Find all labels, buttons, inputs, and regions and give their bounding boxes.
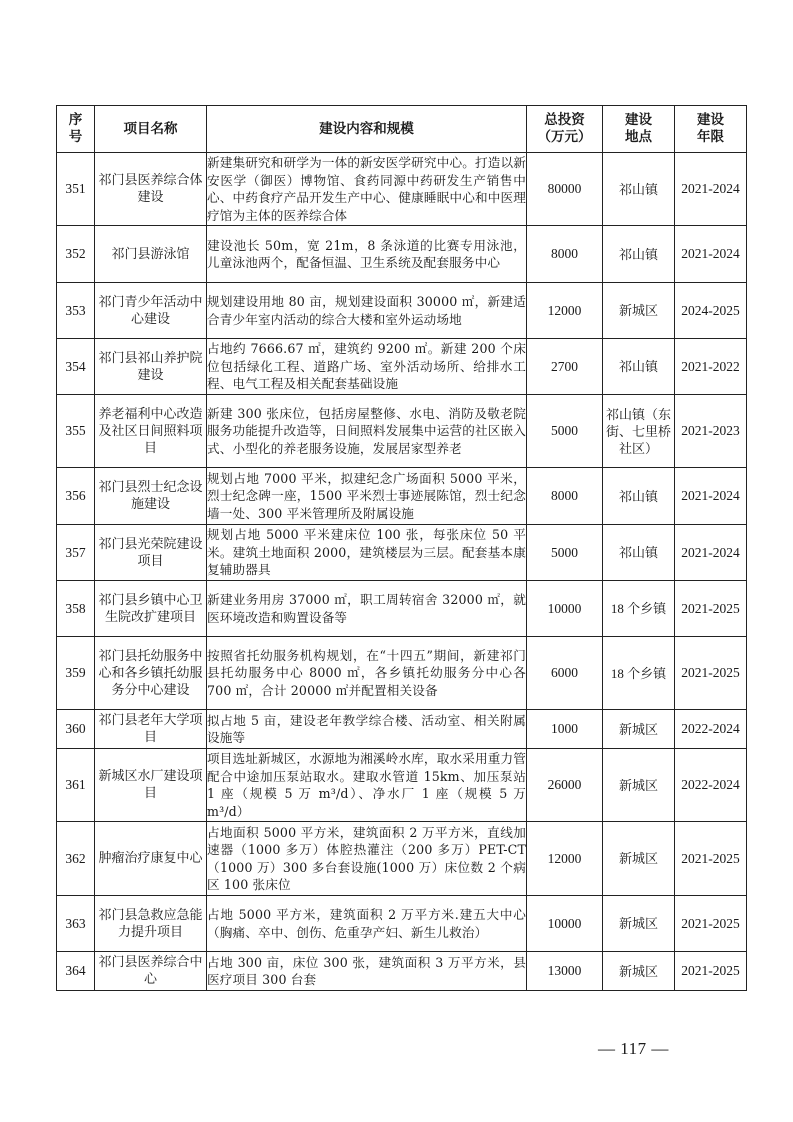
years: 2024-2025 [675,283,747,339]
total-investment: 13000 [527,952,603,991]
table-row [57,468,747,525]
total-investment: 8000 [527,226,603,283]
row-number: 353 [57,283,95,339]
table-row [57,395,747,468]
row-number: 351 [57,153,95,226]
project-description: 占地 300 亩，床位 300 张，建筑面积 3 万平方米，县医疗项目 300 台套 [207,952,527,991]
header-desc: 建设内容和规模 [207,106,527,153]
header-name: 项目名称 [95,106,207,153]
years: 2021-2025 [675,581,747,637]
table-row [57,226,747,283]
project-name: 祁门县烈士纪念设施建设 [95,468,207,525]
row-number: 356 [57,468,95,525]
years: 2021-2024 [675,153,747,226]
header-location: 建设 地点 [603,106,675,153]
project-description: 项目选址新城区，水源地为湘溪岭水库，取水采用重力管配合中途加压泵站取水。建取水管道 15km、加压泵站 1 座（规模 5 万 m³/d）、净水厂 1 座（规模 5 万 m³/d） [207,749,527,822]
table-row [57,283,747,339]
total-investment: 26000 [527,749,603,822]
table-row [57,822,747,896]
table-row [57,896,747,952]
location: 新城区 [603,952,675,991]
location: 祁山镇 [603,468,675,525]
project-description: 拟占地 5 亩，建设老年教学综合楼、活动室、相关附属设施等 [207,710,527,749]
project-description: 占地 5000 平方米，建筑面积 2 万平方米.建五大中心（胸痛、卒中、创伤、危重孕产妇、新生儿救治） [207,896,527,952]
project-description: 按照省托幼服务机构规划，在“十四五”期间，新建祁门县托幼服务中心 8000 ㎡，各乡镇托幼服务分中心各 700 ㎡，合计 20000 ㎡并配置相关设备 [207,637,527,710]
location: 祁山镇（东街、七里桥社区） [603,395,675,468]
row-number: 358 [57,581,95,637]
location: 新城区 [603,896,675,952]
years: 2022-2024 [675,710,747,749]
project-name: 养老福利中心改造及社区日间照料项目 [95,395,207,468]
location: 祁山镇 [603,339,675,395]
location: 祁山镇 [603,153,675,226]
years: 2021-2025 [675,896,747,952]
row-number: 352 [57,226,95,283]
row-number: 363 [57,896,95,952]
location: 新城区 [603,749,675,822]
table-row [57,952,747,991]
table-row [57,153,747,226]
location: 新城区 [603,283,675,339]
row-number: 355 [57,395,95,468]
header-investment: 总投资 （万元） [527,106,603,153]
project-name: 祁门县医养综合中心 [95,952,207,991]
total-investment: 12000 [527,283,603,339]
location: 新城区 [603,710,675,749]
row-number: 361 [57,749,95,822]
row-number: 360 [57,710,95,749]
project-description: 建设池长 50m，宽 21m，8 条泳道的比赛专用泳池，儿童泳池两个，配备恒温、卫生系统及配套服务中心 [207,226,527,283]
table-row [57,525,747,581]
header-row [57,106,747,153]
total-investment: 2700 [527,339,603,395]
total-investment: 80000 [527,153,603,226]
location: 祁山镇 [603,525,675,581]
project-description: 规划占地 7000 平米，拟建纪念广场面积 5000 平米，烈士纪念碑一座，1500 平米烈士事迹展陈馆，烈士纪念墙一处、300 平米管理所及附属设施 [207,468,527,525]
location: 18 个乡镇 [603,637,675,710]
project-description: 占地约 7666.67 ㎡，建筑约 9200 ㎡。新建 200 个床位包括绿化工程、道路广场、室外活动场所、给排水工程、电气工程及相关配套基础设施 [207,339,527,395]
header-years: 建设 年限 [675,106,747,153]
years: 2021-2022 [675,339,747,395]
years: 2021-2025 [675,637,747,710]
total-investment: 1000 [527,710,603,749]
project-name: 祁门县老年大学项目 [95,710,207,749]
project-description: 占地面积 5000 平方米，建筑面积 2 万平方米，直线加速器（1000 多万）体腔热灌注（200 多万）PET-CT（1000 万）300 多台套设施(1000 万）床位数 2 个病区 100 张床位 [207,822,527,896]
project-name: 祁门县祁山养护院建设 [95,339,207,395]
years: 2021-2024 [675,525,747,581]
row-number: 364 [57,952,95,991]
project-name: 祁门县游泳馆 [95,226,207,283]
total-investment: 12000 [527,822,603,896]
row-number: 359 [57,637,95,710]
project-name: 祁门县光荣院建设项目 [95,525,207,581]
row-number: 362 [57,822,95,896]
years: 2021-2024 [675,468,747,525]
project-name: 新城区水厂建设项目 [95,749,207,822]
total-investment: 5000 [527,525,603,581]
total-investment: 8000 [527,468,603,525]
project-name: 祁门县托幼服务中心和各乡镇托幼服务分中心建设 [95,637,207,710]
years: 2021-2025 [675,822,747,896]
years: 2021-2023 [675,395,747,468]
row-number: 354 [57,339,95,395]
header-no: 序 号 [57,106,95,153]
project-table [56,105,747,991]
project-description: 新建业务用房 37000 ㎡，职工周转宿舍 32000 ㎡，就医环境改造和购置设备等 [207,581,527,637]
project-name: 祁门青少年活动中心建设 [95,283,207,339]
row-number: 357 [57,525,95,581]
total-investment: 6000 [527,637,603,710]
table-row [57,637,747,710]
project-description: 规划建设用地 80 亩，规划建设面积 30000 ㎡，新建适合青少年室内活动的综合大楼和室外运动场地 [207,283,527,339]
years: 2021-2024 [675,226,747,283]
project-name: 祁门县乡镇中心卫生院改扩建项目 [95,581,207,637]
project-name: 祁门县医养综合体建设 [95,153,207,226]
total-investment: 5000 [527,395,603,468]
years: 2021-2025 [675,952,747,991]
total-investment: 10000 [527,896,603,952]
project-description: 规划占地 5000 平米建床位 100 张，每张床位 50 平米。建筑土地面积 2000，建筑楼层为三层。配套基本康复辅助器具 [207,525,527,581]
table-row [57,710,747,749]
table-row [57,749,747,822]
project-description: 新建集研究和研学为一体的新安医学研究中心。打造以新安医学（御医）博物馆、食药同源中药研发生产销售中心、中药食疗产品开发生产中心、健康睡眠中心和中医理疗馆为主体的医养综合体 [207,153,527,226]
project-name: 肿瘤治疗康复中心 [95,822,207,896]
table-row [57,339,747,395]
table-row [57,581,747,637]
page-number: — 117 — [598,1039,669,1058]
project-description: 新建 300 张床位，包括房屋整修、水电、消防及敬老院服务功能提升改造等，日间照料发展集中运营的社区嵌入式、小型化的养老服务设施，发展居家型养老 [207,395,527,468]
total-investment: 10000 [527,581,603,637]
location: 新城区 [603,822,675,896]
location: 祁山镇 [603,226,675,283]
project-name: 祁门县急救应急能力提升项目 [95,896,207,952]
location: 18 个乡镇 [603,581,675,637]
years: 2022-2024 [675,749,747,822]
